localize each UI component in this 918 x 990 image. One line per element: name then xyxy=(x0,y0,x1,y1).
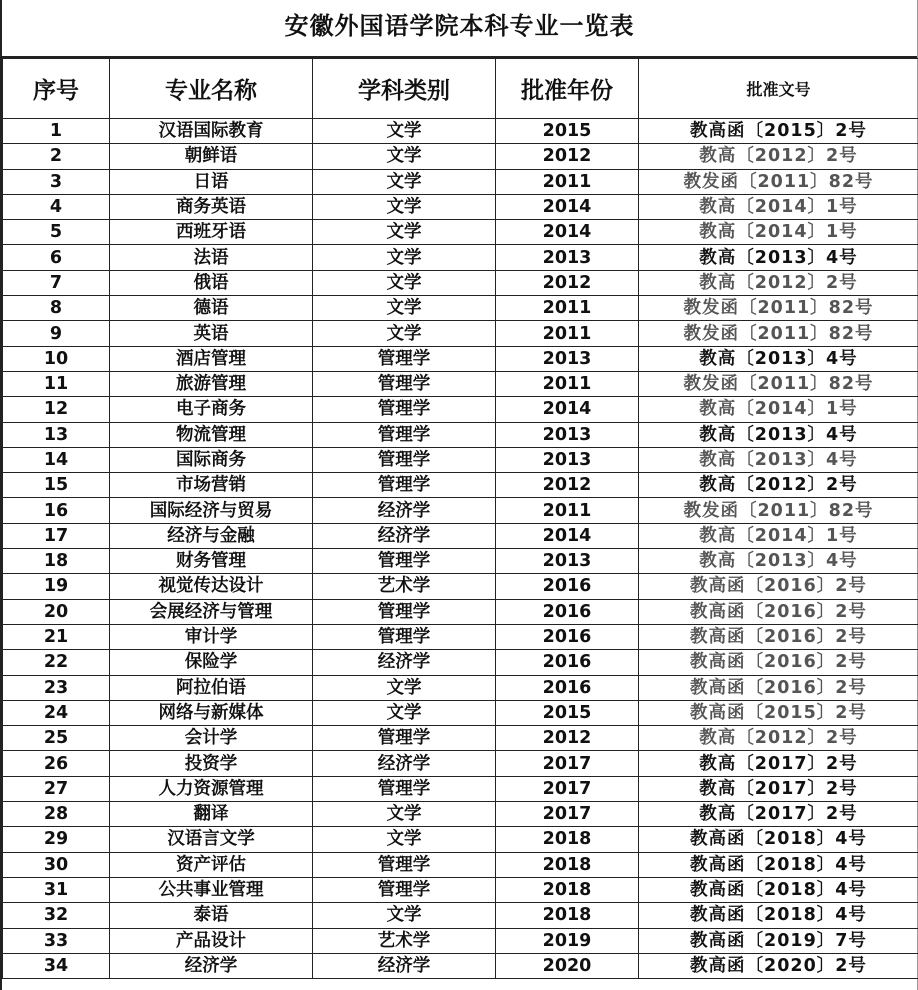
cell-no[interactable]: 9 xyxy=(3,321,110,346)
cell-year[interactable]: 2018 xyxy=(496,852,639,877)
cell-name[interactable]: 公共事业管理 xyxy=(110,877,313,902)
cell-category[interactable]: 文学 xyxy=(313,144,496,169)
cell-name[interactable]: 德语 xyxy=(110,296,313,321)
cell-year[interactable]: 2019 xyxy=(496,928,639,953)
cell-year[interactable]: 2014 xyxy=(496,220,639,245)
table-row xyxy=(3,802,918,827)
cell-doc[interactable]: 教高函〔2015〕2号 xyxy=(639,700,918,725)
cell-no[interactable]: 14 xyxy=(3,447,110,472)
cell-doc[interactable]: 教高〔2013〕4号 xyxy=(639,245,918,270)
cell-no[interactable]: 31 xyxy=(3,877,110,902)
cell-name[interactable]: 资产评估 xyxy=(110,852,313,877)
cell-no[interactable]: 30 xyxy=(3,852,110,877)
table-row xyxy=(3,827,918,852)
cell-doc[interactable]: 教高〔2012〕2号 xyxy=(639,473,918,498)
cell-no[interactable]: 2 xyxy=(3,144,110,169)
cell-category[interactable]: 管理学 xyxy=(313,371,496,396)
cell-doc[interactable]: 教发函〔2011〕82号 xyxy=(639,321,918,346)
cell-no[interactable]: 20 xyxy=(3,599,110,624)
table-row xyxy=(3,397,918,422)
cell-doc[interactable]: 教高函〔2018〕4号 xyxy=(639,903,918,928)
cell-doc[interactable]: 教高〔2017〕2号 xyxy=(639,776,918,801)
header-no[interactable]: 序号 xyxy=(3,59,110,119)
cell-year[interactable]: 2017 xyxy=(496,751,639,776)
table-row xyxy=(3,751,918,776)
cell-name[interactable]: 经济与金融 xyxy=(110,523,313,548)
cell-name[interactable]: 人力资源管理 xyxy=(110,776,313,801)
cell-name[interactable]: 汉语国际教育 xyxy=(110,119,313,144)
cell-year[interactable]: 2016 xyxy=(496,624,639,649)
cell-year[interactable]: 2012 xyxy=(496,726,639,751)
cell-name[interactable]: 会展经济与管理 xyxy=(110,599,313,624)
table-row xyxy=(3,144,918,169)
table-row xyxy=(3,726,918,751)
cell-year[interactable]: 2016 xyxy=(496,574,639,599)
cell-doc[interactable]: 教高〔2013〕4号 xyxy=(639,422,918,447)
cell-no[interactable]: 4 xyxy=(3,194,110,219)
cell-no[interactable]: 28 xyxy=(3,802,110,827)
majors-table xyxy=(2,58,918,979)
cell-category[interactable]: 经济学 xyxy=(313,751,496,776)
cell-year[interactable]: 2016 xyxy=(496,650,639,675)
cell-year[interactable]: 2016 xyxy=(496,599,639,624)
cell-category[interactable]: 管理学 xyxy=(313,346,496,371)
cell-doc[interactable]: 教高函〔2016〕2号 xyxy=(639,574,918,599)
cell-no[interactable]: 23 xyxy=(3,675,110,700)
cell-category[interactable]: 管理学 xyxy=(313,599,496,624)
cell-doc[interactable]: 教高〔2013〕4号 xyxy=(639,447,918,472)
cell-no[interactable]: 32 xyxy=(3,903,110,928)
table-row xyxy=(3,220,918,245)
cell-year[interactable]: 2013 xyxy=(496,422,639,447)
cell-doc[interactable]: 教高函〔2019〕7号 xyxy=(639,928,918,953)
cell-category[interactable]: 文学 xyxy=(313,321,496,346)
cell-category[interactable]: 文学 xyxy=(313,270,496,295)
cell-year[interactable]: 2011 xyxy=(496,371,639,396)
cell-category[interactable]: 管理学 xyxy=(313,473,496,498)
table-body xyxy=(3,119,918,979)
cell-name[interactable]: 日语 xyxy=(110,169,313,194)
cell-no[interactable]: 17 xyxy=(3,523,110,548)
cell-doc[interactable]: 教发函〔2011〕82号 xyxy=(639,371,918,396)
cell-doc[interactable]: 教高〔2014〕1号 xyxy=(639,397,918,422)
cell-doc[interactable]: 教高〔2014〕1号 xyxy=(639,523,918,548)
cell-name[interactable]: 英语 xyxy=(110,321,313,346)
cell-year[interactable]: 2014 xyxy=(496,397,639,422)
cell-no[interactable]: 3 xyxy=(3,169,110,194)
cell-year[interactable]: 2017 xyxy=(496,802,639,827)
cell-category[interactable]: 管理学 xyxy=(313,549,496,574)
table-row xyxy=(3,903,918,928)
cell-year[interactable]: 2012 xyxy=(496,144,639,169)
cell-doc[interactable]: 教发函〔2011〕82号 xyxy=(639,498,918,523)
cell-year[interactable]: 2014 xyxy=(496,194,639,219)
cell-no[interactable]: 5 xyxy=(3,220,110,245)
table-row xyxy=(3,473,918,498)
cell-category[interactable]: 经济学 xyxy=(313,953,496,978)
cell-category[interactable]: 管理学 xyxy=(313,877,496,902)
cell-name[interactable]: 国际经济与贸易 xyxy=(110,498,313,523)
header-doc[interactable]: 批准文号 xyxy=(639,59,918,119)
table-row xyxy=(3,321,918,346)
cell-no[interactable]: 7 xyxy=(3,270,110,295)
cell-year[interactable]: 2017 xyxy=(496,776,639,801)
cell-doc[interactable]: 教高函〔2018〕4号 xyxy=(639,827,918,852)
cell-doc[interactable]: 教高〔2017〕2号 xyxy=(639,802,918,827)
cell-no[interactable]: 6 xyxy=(3,245,110,270)
cell-year[interactable]: 2018 xyxy=(496,903,639,928)
cell-name[interactable]: 泰语 xyxy=(110,903,313,928)
cell-doc[interactable]: 教高〔2013〕4号 xyxy=(639,549,918,574)
cell-no[interactable]: 18 xyxy=(3,549,110,574)
cell-name[interactable]: 投资学 xyxy=(110,751,313,776)
cell-doc[interactable]: 教高〔2014〕1号 xyxy=(639,220,918,245)
table-row xyxy=(3,422,918,447)
table-row xyxy=(3,650,918,675)
table-row xyxy=(3,852,918,877)
cell-year[interactable]: 2013 xyxy=(496,346,639,371)
cell-name[interactable]: 视觉传达设计 xyxy=(110,574,313,599)
cell-no[interactable]: 10 xyxy=(3,346,110,371)
cell-no[interactable]: 25 xyxy=(3,726,110,751)
cell-year[interactable]: 2016 xyxy=(496,675,639,700)
cell-doc[interactable]: 教高〔2012〕2号 xyxy=(639,144,918,169)
table-row xyxy=(3,346,918,371)
header-row xyxy=(3,59,918,119)
cell-no[interactable]: 15 xyxy=(3,473,110,498)
cell-doc[interactable]: 教高函〔2016〕2号 xyxy=(639,650,918,675)
table-row xyxy=(3,498,918,523)
cell-name[interactable]: 经济学 xyxy=(110,953,313,978)
cell-category[interactable]: 文学 xyxy=(313,119,496,144)
cell-no[interactable]: 26 xyxy=(3,751,110,776)
cell-no[interactable]: 8 xyxy=(3,296,110,321)
table-row xyxy=(3,549,918,574)
cell-name[interactable]: 财务管理 xyxy=(110,549,313,574)
cell-no[interactable]: 13 xyxy=(3,422,110,447)
cell-no[interactable]: 27 xyxy=(3,776,110,801)
cell-category[interactable]: 文学 xyxy=(313,802,496,827)
cell-category[interactable]: 文学 xyxy=(313,296,496,321)
cell-year[interactable]: 2013 xyxy=(496,245,639,270)
cell-category[interactable]: 文学 xyxy=(313,220,496,245)
cell-year[interactable]: 2012 xyxy=(496,473,639,498)
table-row xyxy=(3,169,918,194)
table-row xyxy=(3,675,918,700)
cell-name[interactable]: 产品设计 xyxy=(110,928,313,953)
cell-name[interactable]: 酒店管理 xyxy=(110,346,313,371)
cell-doc[interactable]: 教高〔2014〕1号 xyxy=(639,194,918,219)
cell-no[interactable]: 19 xyxy=(3,574,110,599)
cell-category[interactable]: 艺术学 xyxy=(313,928,496,953)
cell-category[interactable]: 管理学 xyxy=(313,447,496,472)
cell-doc[interactable]: 教高函〔2016〕2号 xyxy=(639,624,918,649)
cell-name[interactable]: 旅游管理 xyxy=(110,371,313,396)
cell-category[interactable]: 艺术学 xyxy=(313,574,496,599)
header-year[interactable]: 批准年份 xyxy=(496,59,639,119)
cell-category[interactable]: 管理学 xyxy=(313,624,496,649)
table-row xyxy=(3,624,918,649)
cell-name[interactable]: 汉语言文学 xyxy=(110,827,313,852)
table-row xyxy=(3,523,918,548)
cell-year[interactable]: 2011 xyxy=(496,498,639,523)
cell-doc[interactable]: 教高函〔2018〕4号 xyxy=(639,852,918,877)
cell-doc[interactable]: 教高函〔2016〕2号 xyxy=(639,599,918,624)
cell-category[interactable]: 管理学 xyxy=(313,422,496,447)
table-row xyxy=(3,447,918,472)
cell-year[interactable]: 2018 xyxy=(496,877,639,902)
table-row xyxy=(3,700,918,725)
table-row xyxy=(3,194,918,219)
cell-year[interactable]: 2013 xyxy=(496,447,639,472)
cell-doc[interactable]: 教高〔2017〕2号 xyxy=(639,751,918,776)
cell-year[interactable]: 2015 xyxy=(496,119,639,144)
table-row xyxy=(3,574,918,599)
cell-year[interactable]: 2011 xyxy=(496,296,639,321)
cell-name[interactable]: 商务英语 xyxy=(110,194,313,219)
cell-name[interactable]: 市场营销 xyxy=(110,473,313,498)
cell-category[interactable]: 文学 xyxy=(313,194,496,219)
cell-name[interactable]: 电子商务 xyxy=(110,397,313,422)
cell-year[interactable]: 2013 xyxy=(496,549,639,574)
cell-doc[interactable]: 教高〔2012〕2号 xyxy=(639,726,918,751)
cell-category[interactable]: 管理学 xyxy=(313,852,496,877)
cell-no[interactable]: 21 xyxy=(3,624,110,649)
cell-name[interactable]: 西班牙语 xyxy=(110,220,313,245)
cell-name[interactable]: 物流管理 xyxy=(110,422,313,447)
cell-no[interactable]: 29 xyxy=(3,827,110,852)
cell-category[interactable]: 文学 xyxy=(313,827,496,852)
cell-year[interactable]: 2015 xyxy=(496,700,639,725)
cell-doc[interactable]: 教高函〔2018〕4号 xyxy=(639,877,918,902)
cell-category[interactable]: 管理学 xyxy=(313,776,496,801)
cell-name[interactable]: 法语 xyxy=(110,245,313,270)
header-category[interactable]: 学科类别 xyxy=(313,59,496,119)
cell-category[interactable]: 经济学 xyxy=(313,498,496,523)
cell-category[interactable]: 经济学 xyxy=(313,523,496,548)
table-row xyxy=(3,599,918,624)
cell-name[interactable]: 朝鲜语 xyxy=(110,144,313,169)
header-name[interactable]: 专业名称 xyxy=(110,59,313,119)
cell-no[interactable]: 24 xyxy=(3,700,110,725)
cell-no[interactable]: 34 xyxy=(3,953,110,978)
cell-no[interactable]: 11 xyxy=(3,371,110,396)
cell-category[interactable]: 文学 xyxy=(313,700,496,725)
cell-category[interactable]: 文学 xyxy=(313,675,496,700)
cell-year[interactable]: 2012 xyxy=(496,270,639,295)
cell-doc[interactable]: 教高〔2012〕2号 xyxy=(639,270,918,295)
cell-no[interactable]: 33 xyxy=(3,928,110,953)
cell-no[interactable]: 1 xyxy=(3,119,110,144)
cell-name[interactable]: 国际商务 xyxy=(110,447,313,472)
cell-year[interactable]: 2011 xyxy=(496,321,639,346)
cell-category[interactable]: 管理学 xyxy=(313,726,496,751)
cell-name[interactable]: 俄语 xyxy=(110,270,313,295)
cell-category[interactable]: 文学 xyxy=(313,245,496,270)
cell-name[interactable]: 审计学 xyxy=(110,624,313,649)
cell-doc[interactable]: 教高函〔2016〕2号 xyxy=(639,675,918,700)
table-row xyxy=(3,371,918,396)
cell-name[interactable]: 阿拉伯语 xyxy=(110,675,313,700)
cell-name[interactable]: 翻译 xyxy=(110,802,313,827)
cell-year[interactable]: 2018 xyxy=(496,827,639,852)
cell-doc[interactable]: 教高函〔2020〕2号 xyxy=(639,953,918,978)
cell-category[interactable]: 文学 xyxy=(313,903,496,928)
table-row xyxy=(3,776,918,801)
cell-no[interactable]: 12 xyxy=(3,397,110,422)
table-row xyxy=(3,270,918,295)
cell-no[interactable]: 16 xyxy=(3,498,110,523)
cell-no[interactable]: 22 xyxy=(3,650,110,675)
cell-doc[interactable]: 教发函〔2011〕82号 xyxy=(639,296,918,321)
cell-name[interactable]: 保险学 xyxy=(110,650,313,675)
cell-category[interactable]: 管理学 xyxy=(313,397,496,422)
table-row xyxy=(3,119,918,144)
table-row xyxy=(3,953,918,978)
table-row xyxy=(3,928,918,953)
cell-year[interactable]: 2020 xyxy=(496,953,639,978)
cell-doc[interactable]: 教高〔2013〕4号 xyxy=(639,346,918,371)
cell-name[interactable]: 网络与新媒体 xyxy=(110,700,313,725)
table-row xyxy=(3,296,918,321)
table-title: 安徽外国语学院本科专业一览表 xyxy=(2,0,917,58)
cell-year[interactable]: 2014 xyxy=(496,523,639,548)
cell-category[interactable]: 文学 xyxy=(313,169,496,194)
table-row xyxy=(3,245,918,270)
table-row xyxy=(3,877,918,902)
cell-year[interactable]: 2011 xyxy=(496,169,639,194)
cell-category[interactable]: 经济学 xyxy=(313,650,496,675)
cell-doc[interactable]: 教高函〔2015〕2号 xyxy=(639,119,918,144)
cell-doc[interactable]: 教发函〔2011〕82号 xyxy=(639,169,918,194)
cell-name[interactable]: 会计学 xyxy=(110,726,313,751)
